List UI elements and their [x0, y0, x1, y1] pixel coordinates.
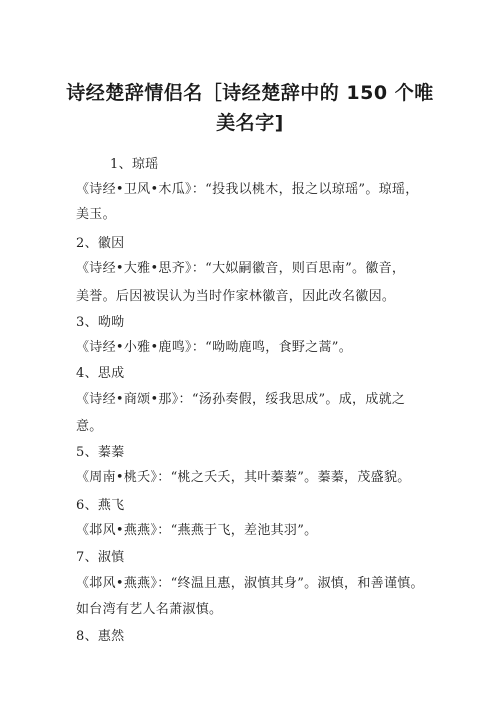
name-heading: 7、淑慎 [76, 550, 125, 565]
quote-line: 《诗经•卫风•木瓜》：“投我以桃木，报之以琼瑶”。琼瑶， [76, 182, 419, 197]
quote-line: 《诗经•小雅•鹿鸣》：“呦呦鹿鸣，食野之蒿”。 [76, 340, 353, 355]
explanation-line: 美誉。后因被误认为当时作家林徽音，因此改名徽因。 [76, 289, 396, 304]
name-heading: 8、惠然 [76, 629, 125, 644]
name-heading: 5、蓁蓁 [76, 445, 125, 460]
quote-line: 《周南•桃夭》：“桃之夭夭，其叶蓁蓁”。蓁蓁，茂盛貌。 [76, 470, 411, 485]
explanation-line: 美玉。 [76, 207, 116, 222]
page-title-line-1: 诗经楚辞情侣名［诗经楚辞中的 150 个唯 [66, 82, 434, 104]
quote-line: 《邶风•燕燕》：“终温且惠，淑慎其身”。淑慎，和善谨慎。 [76, 576, 424, 591]
page-title-line-2: 美名字] [216, 112, 284, 134]
explanation-line: 如台湾有艺人名萧淑慎。 [76, 602, 223, 617]
quote-line: 《诗经•商颂•那》：“汤孙奏假，绥我思成”。成，成就之 [76, 392, 406, 407]
name-heading: 2、徽因 [76, 236, 125, 251]
quote-line: 《邶风•燕燕》：“燕燕于飞，差池其羽”。 [76, 523, 318, 538]
explanation-line: 意。 [76, 419, 103, 434]
name-heading: 1、琼瑶 [110, 157, 159, 172]
name-heading: 4、思成 [76, 366, 125, 381]
name-heading: 6、燕飞 [76, 498, 125, 513]
name-heading: 3、呦呦 [76, 315, 125, 330]
quote-line: 《诗经•大雅•思齐》：“大姒嗣徽音，则百思南”。徽音， [76, 261, 406, 276]
